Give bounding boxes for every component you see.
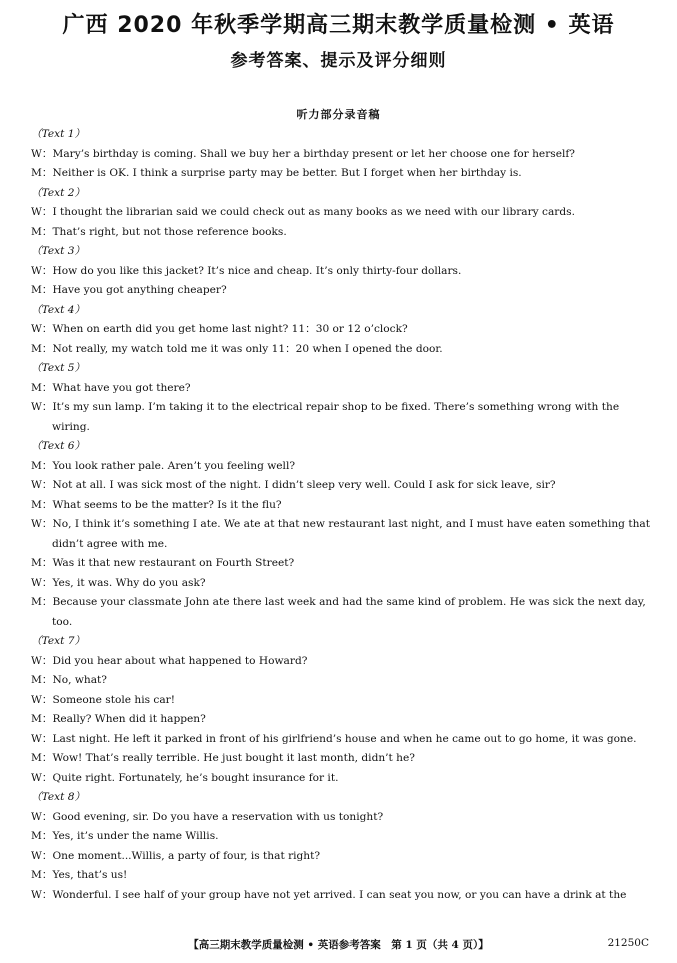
text-heading: （Text 8） (31, 791, 86, 803)
transcript (31, 125, 651, 905)
footer-code: 21250C (607, 937, 649, 949)
page-footer (0, 937, 677, 953)
dialogue-line: W：Wonderful. I see half of your group have not yet arrived. I can seat you now, or you can have a drink at the (31, 888, 627, 901)
dialogue-line: M：Really? When did it happen? (31, 713, 206, 725)
dialogue-line: M：You look rather pale. Aren’t you feeling well? (31, 459, 296, 472)
dialogue-line: W：Mary’s birthday is coming. Shall we buy her a birthday present or let her choose one for herself? (31, 147, 575, 160)
text-heading: （Text 7） (31, 635, 86, 647)
page-subtitle: 参考答案、提示及评分细则 (230, 51, 447, 71)
page-title: 广西 2020 年秋季学期高三期末教学质量检测 • 英语 (62, 13, 615, 38)
dialogue-line: W：Yes, it was. Why do you ask? (31, 576, 206, 589)
dialogue-line: W：Quite right. Fortunately, he’s bought insurance for it. (31, 771, 339, 784)
dialogue-line: M：What seems to be the matter? Is it the flu? (31, 498, 282, 511)
text-heading: （Text 6） (31, 440, 86, 452)
text-heading: （Text 5） (31, 362, 86, 374)
text-heading: （Text 1） (31, 128, 86, 140)
dialogue-line: W：Did you hear about what happened to Howard? (31, 654, 308, 667)
dialogue-line: M：What have you got there? (31, 381, 191, 394)
dialogue-line: M：Neither is OK. I think a surprise party may be better. But I forget when her birthday is. (31, 167, 522, 179)
dialogue-line: M：Have you got anything cheaper? (31, 284, 227, 296)
dialogue-line: M：Because your classmate John ate there last week and had the same kind of problem. He was sick the next day, too. (31, 596, 646, 628)
dialogue-line: M：Wow! That’s really terrible. He just bought it last month, didn’t he? (31, 752, 415, 764)
dialogue-line: M：That’s right, but not those reference books. (31, 225, 287, 238)
dialogue-line: W：Last night. He left it parked in front of his girlfriend’s house and when he came out to go home, it was gone. (31, 732, 637, 745)
dialogue-line: M：Yes, that’s us! (31, 869, 128, 881)
dialogue-line: W：When on earth did you get home last night? 11：30 or 12 o’clock? (31, 323, 408, 335)
dialogue-line: W：It’s my sun lamp. I’m taking it to the electrical repair shop to be fixed. There’s something wrong with the wiring. (31, 401, 620, 433)
dialogue-line: M：No, what? (31, 674, 107, 686)
text-heading: （Text 2） (31, 186, 86, 199)
dialogue-line: W：How do you like this jacket? It’s nice and cheap. It’s only thirty-four dollars. (31, 264, 462, 277)
dialogue-line: W：No, I think it’s something I ate. We ate at that new restaurant last night, and I must have eaten something that didn’t agree with me. (31, 518, 650, 550)
dialogue-line: M：Not really, my watch told me it was only 11：20 when I opened the door. (31, 342, 443, 355)
dialogue-line: W：Someone stole his car! (31, 693, 175, 706)
dialogue-line: W：One moment...Willis, a party of four, is that right? (31, 849, 321, 862)
section-title: 听力部分录音稿 (296, 108, 381, 121)
dialogue-line: W：Not at all. I was sick most of the night. I didn’t sleep very well. Could I ask for sick leave, sir? (31, 479, 556, 491)
text-heading: （Text 3） (31, 245, 86, 257)
dialogue-line: M：Was it that new restaurant on Fourth Street? (31, 557, 295, 569)
text-heading: （Text 4） (31, 303, 86, 316)
footer-page-info: 【高三期末教学质量检测 • 英语参考答案 第 1 页（共 4 页）】 (188, 939, 489, 951)
dialogue-line: M：Yes, it’s under the name Willis. (31, 830, 219, 842)
dialogue-line: W：Good evening, sir. Do you have a reservation with us tonight? (31, 810, 384, 823)
dialogue-line: W：I thought the librarian said we could check out as many books as we need with our library cards. (31, 206, 575, 218)
